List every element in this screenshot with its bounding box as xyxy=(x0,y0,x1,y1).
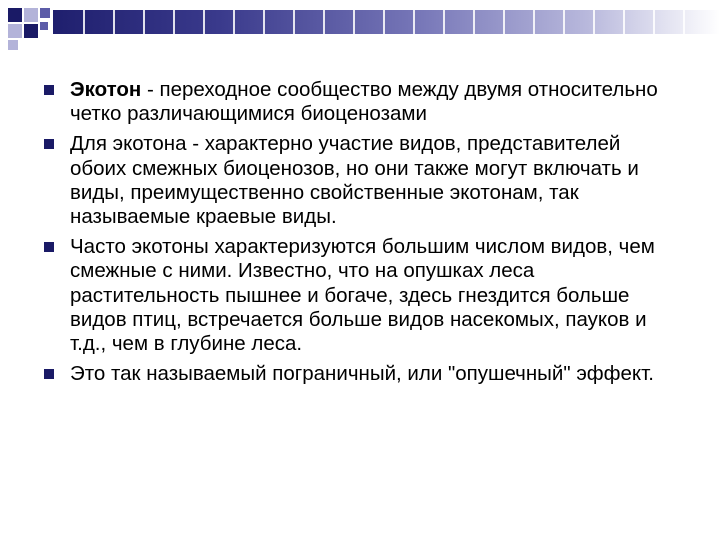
decor-square xyxy=(8,8,22,22)
term-ecotone: Экотон xyxy=(70,78,142,101)
decor-square xyxy=(8,40,18,50)
bullet-text: Для экотона - характерно участие видов, представителей обоих смежных биоценозов, но они также могут включать и виды, преимущественно свойственные экотонам, так называемые краевые виды. xyxy=(70,132,639,229)
decor-square xyxy=(40,22,48,30)
decor-square xyxy=(24,24,38,38)
bullet-item xyxy=(40,132,680,229)
bullet-list xyxy=(40,78,680,392)
bullet-square-icon xyxy=(44,139,54,149)
bullet-item xyxy=(40,78,680,126)
bullet-text: Часто экотоны характеризуются большим числом видов, чем смежные с ними. Известно, что на опушках леса растительность пышнее и богаче, здесь гнездится больше видов птиц, встречается больше видов насекомых, пауков и т.д., чем в глубине леса. xyxy=(70,235,655,356)
bullet-square-icon xyxy=(44,242,54,252)
bullet-item xyxy=(40,362,680,386)
decor-square xyxy=(24,8,38,22)
bullet-item xyxy=(40,235,680,356)
bullet-text: - переходное сообщество между двумя относительно четко различающимися биоценозами xyxy=(70,78,658,126)
decor-square xyxy=(40,8,50,18)
bullet-text: Это так называемый пограничный, или "опушечный" эффект. xyxy=(70,362,654,386)
bullet-square-icon xyxy=(44,85,54,95)
decor-square xyxy=(8,24,22,38)
header-gradient-bar xyxy=(53,10,720,34)
bullet-square-icon xyxy=(44,369,54,379)
